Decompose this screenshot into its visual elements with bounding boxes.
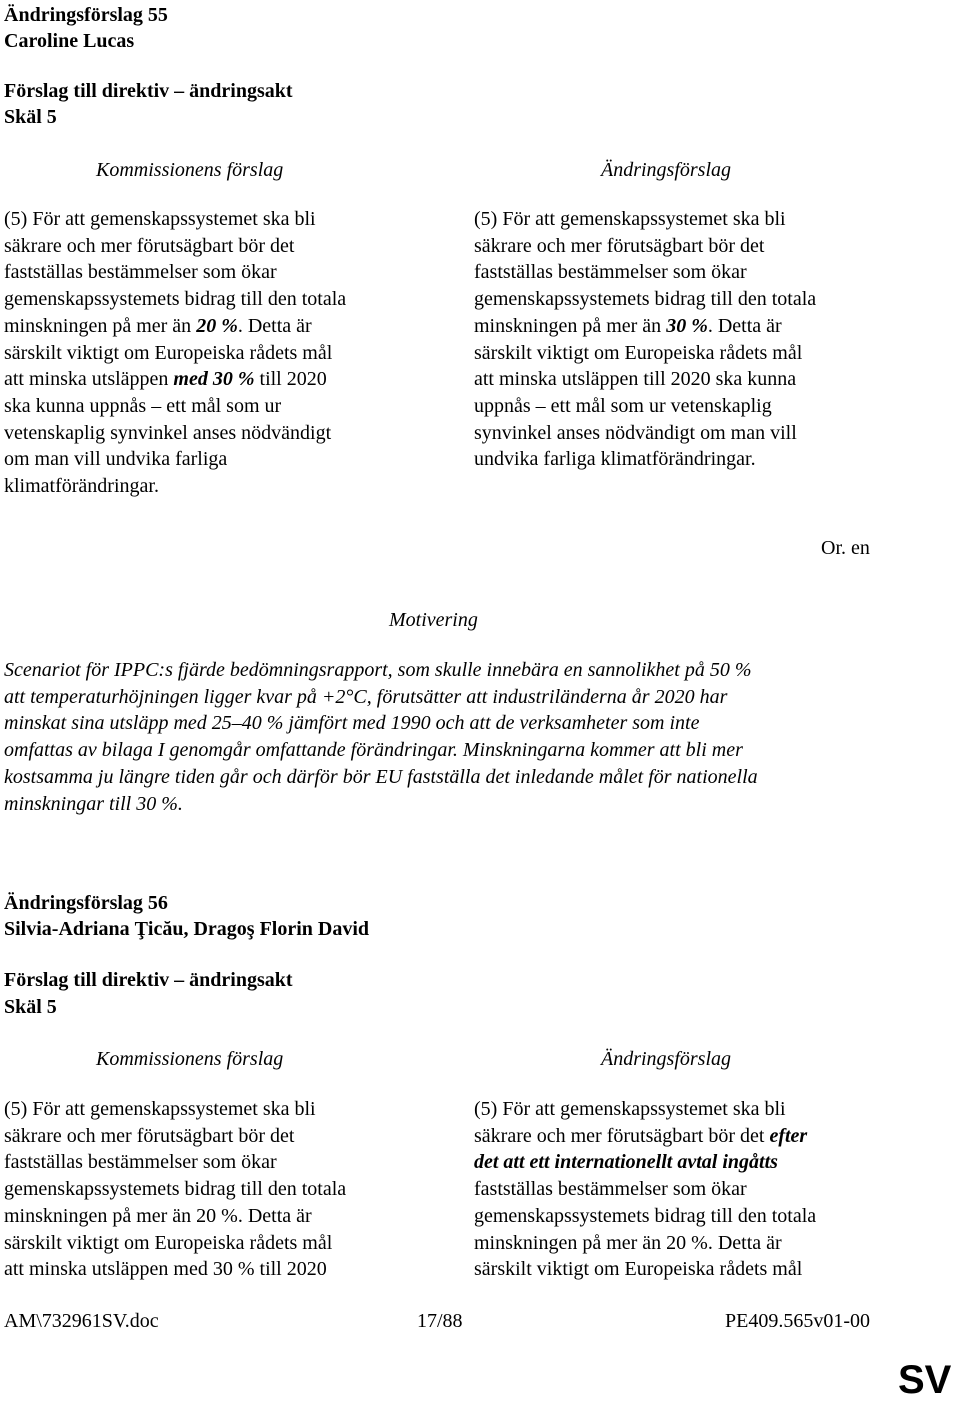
- deleted-text: med 30 %: [173, 368, 255, 391]
- text-line: att minska utsläppen med 30 % till 2020: [4, 1258, 327, 1281]
- text-line: klimatförändringar.: [4, 475, 159, 498]
- text-line: särskilt viktigt om Europeiska rådets mål: [474, 341, 803, 364]
- text-line: minskningen på mer än 20 %. Detta är: [4, 1204, 312, 1227]
- text-line: (5) För att gemenskapssystemet ska bli: [4, 1098, 316, 1120]
- text-line: synvinkel anses nödvändigt om man vill: [474, 421, 797, 444]
- text-line: undvika farliga klimatförändringar.: [474, 448, 756, 471]
- text-line: ska kunna uppnås – ett mål som ur: [4, 394, 282, 417]
- text-line: minskningen på mer än 20 %. Detta är: [4, 314, 312, 337]
- text-line: gemenskapssystemets bidrag till den totala: [4, 1178, 347, 1201]
- text-line: att minska utsläppen med 30 % till 2020: [4, 368, 327, 391]
- amended-text: det att ett internationellt avtal ingåtts: [474, 1151, 778, 1174]
- amendment-55-proposal-type: Förslag till direktiv – ändringsakt: [4, 80, 293, 102]
- text-line: fastställas bestämmelser som ökar: [4, 1151, 277, 1174]
- deleted-text: 20 %: [196, 314, 238, 337]
- text-line: gemenskapssystemets bidrag till den totala: [474, 288, 817, 311]
- text-line: omfattas av bilaga I genomgår omfattande förändringar. Minskningarna kommer att bli mer: [4, 739, 743, 762]
- text-line: fastställas bestämmelser som ökar: [474, 261, 747, 284]
- text-line: säkrare och mer förutsägbart bör det: [474, 234, 765, 257]
- amended-text: 30 %: [666, 314, 708, 337]
- amendment-55-amended-text: [474, 206, 894, 473]
- amended-text: efter: [769, 1124, 808, 1147]
- amendment-55-right-header: Ändringsförslag: [601, 159, 732, 181]
- justification-text: [4, 657, 904, 817]
- text-line: (5) För att gemenskapssystemet ska bli: [474, 208, 786, 230]
- text-line: om man vill undvika farliga: [4, 448, 228, 471]
- text-line: Scenariot för IPPC:s fjärde bedömningsrapport, som skulle innebära en sannolikhet på 50 %: [4, 659, 752, 681]
- amendment-56-number: Ändringsförslag 56: [4, 892, 168, 914]
- text-line: [474, 1149, 894, 1176]
- text-line: uppnås – ett mål som ur vetenskaplig: [474, 394, 772, 417]
- amendment-56-amended-text: [474, 1096, 894, 1283]
- amendment-56-right-header: Ändringsförslag: [601, 1048, 732, 1070]
- amendment-56-proposal-type: Förslag till direktiv – ändringsakt: [4, 969, 293, 991]
- text-line: minskningar till 30 %.: [4, 792, 183, 815]
- text-line: minskningen på mer än 30 %. Detta är: [474, 314, 782, 337]
- amendment-55-recital: Skäl 5: [4, 106, 57, 128]
- justification-header: Motivering: [389, 609, 478, 631]
- text-line: säkrare och mer förutsägbart bör det: [4, 234, 295, 257]
- amendment-55-number: Ändringsförslag 55: [4, 4, 168, 26]
- amendment-56-author: Silvia-Adriana Ţicău, Dragoş Florin David: [4, 918, 370, 940]
- text-line: minskat sina utsläpp med 25–40 % jämfört med 1990 och att de verksamheter som inte: [4, 712, 700, 735]
- footer-pe-ref: PE409.565v01-00: [725, 1310, 870, 1332]
- text-line: att minska utsläppen till 2020 ska kunna: [474, 368, 797, 391]
- text-line: särskilt viktigt om Europeiska rådets mål: [4, 341, 333, 364]
- text-line: fastställas bestämmelser som ökar: [474, 1178, 747, 1201]
- amendment-55-commission-text: [4, 206, 424, 500]
- footer-page-number: 17/88: [417, 1310, 463, 1332]
- text-line: säkrare och mer förutsägbart bör det: [4, 1124, 295, 1147]
- text-line: (5) För att gemenskapssystemet ska bli: [474, 1098, 786, 1120]
- language-badge: SV: [898, 1358, 952, 1402]
- text-line: minskningen på mer än 20 %. Detta är: [474, 1231, 782, 1254]
- footer-doc-ref: AM\732961SV.doc: [4, 1310, 159, 1332]
- text-line: särskilt viktigt om Europeiska rådets mål: [474, 1258, 803, 1281]
- text-line: kostsamma ju längre tiden går och därför bör EU fastställa det inledande målet för nationella: [4, 765, 758, 788]
- amendment-56-left-header: Kommissionens förslag: [96, 1048, 284, 1070]
- text-line: (5) För att gemenskapssystemet ska bli: [4, 208, 316, 230]
- text-line: gemenskapssystemets bidrag till den totala: [4, 288, 347, 311]
- text-line: att temperaturhöjningen ligger kvar på +2°C, förutsätter att industriländerna år 2020 har: [4, 685, 728, 708]
- amendment-56-recital: Skäl 5: [4, 996, 57, 1018]
- text-line: gemenskapssystemets bidrag till den totala: [474, 1204, 817, 1227]
- text-line: vetenskaplig synvinkel anses nödvändigt: [4, 421, 332, 444]
- text-line: fastställas bestämmelser som ökar: [4, 261, 277, 284]
- amendment-56-commission-text: [4, 1096, 424, 1283]
- original-language: Or. en: [821, 537, 870, 559]
- amendment-55-author: Caroline Lucas: [4, 30, 135, 52]
- text-line: särskilt viktigt om Europeiska rådets mål: [4, 1231, 333, 1254]
- text-line: säkrare och mer förutsägbart bör det efter: [474, 1124, 808, 1147]
- amendment-55-left-header: Kommissionens förslag: [96, 159, 284, 181]
